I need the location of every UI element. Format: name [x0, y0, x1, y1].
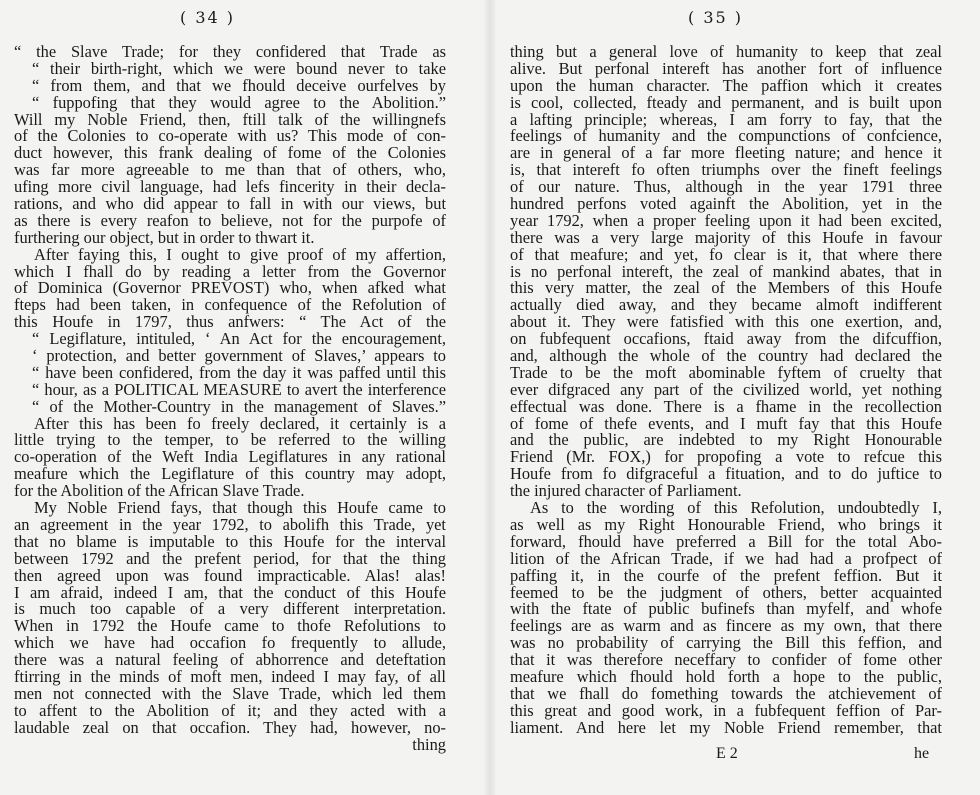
- text-line: a lafting principle; whereas, I am forry to fay, that the: [510, 109, 942, 129]
- text-line: of that meafure; and yet, fo clear is it, that where there: [510, 244, 942, 264]
- text-line: After faying this, I ought to give proof of my affertion,: [34, 244, 446, 264]
- text-line: thing: [412, 734, 446, 754]
- text-line: I am afraid, indeed I am, that the conduct of this Houfe: [14, 582, 446, 602]
- text-line: is, that intereft fo often triumphs over the fineft feelings: [510, 160, 942, 180]
- text-line: When in 1792 the Houfe came to thofe Refolutions to: [14, 616, 446, 636]
- text-line: hundred perfons voted againft the Abolition, yet in the: [510, 194, 942, 214]
- left-page-number: ( 34 ): [180, 8, 236, 27]
- text-line: alive. But perfonal intereft has another fort of influence: [510, 58, 942, 78]
- text-line: meafure which fhould hold forth a hope to the public,: [510, 666, 942, 686]
- text-line: the injured character of Parliament.: [510, 481, 742, 501]
- text-line: laudable zeal on that occafion. They had, however, no-: [14, 717, 446, 737]
- text-line: that we fhall do fomething towards the atchievement of: [510, 683, 942, 703]
- text-line: feelings of humanity and the compunctions of confcience,: [510, 126, 942, 146]
- text-line: this great and good work, in a fubfequent feffion of Par-: [510, 700, 942, 720]
- text-line: paffing it, in the courfe of the prefent feffion. But it: [510, 565, 942, 585]
- text-line: an agreement in the year 1792, to abolifh this Trade, yet: [14, 514, 446, 534]
- text-line: was far more agreeable to me than that of others, who,: [14, 160, 446, 180]
- text-line: for the Abolition of the African Slave Trade.: [14, 481, 305, 501]
- signature-mark: E 2: [716, 745, 738, 762]
- right-page-number: ( 35 ): [688, 8, 744, 27]
- text-line: ftirring in the minds of moft men, indeed I may fay, of all: [14, 666, 446, 686]
- text-line: was no probability of carrying the Bill this feffion, and: [510, 633, 942, 653]
- text-line: little trying to the temper, to be referred to the willing: [14, 430, 446, 450]
- text-line: is much too capable of a very different interpretation.: [14, 599, 446, 619]
- text-line: ufing more civil language, had lefs fincerity in their decla-: [14, 177, 446, 197]
- text-line: with the ftate of public bufinefs than myfelf, and whofe: [510, 599, 942, 619]
- text-line: this Houfe in 1797, thus anfwers: “ The Act of the: [14, 312, 446, 332]
- text-line: as well as my Right Honourable Friend, who brings it: [510, 514, 942, 534]
- text-line: fteps had been taken, in confequence of the Refolution of: [14, 295, 446, 315]
- text-line: year 1792, when a proper feeling upon it had been excited,: [510, 210, 942, 230]
- text-line: as there is every reafon to believe, not for the purpofe of: [14, 210, 446, 230]
- text-line: As to the wording of this Refolution, undoubtedly I,: [530, 498, 942, 518]
- text-line: is no perfonal intereft, the zeal of mankind abates, that in: [510, 261, 942, 281]
- text-line: “ fuppofing that they would agree to the Abolition.”: [32, 92, 446, 112]
- text-line: between 1792 and the prefent period, for that the thing: [14, 548, 446, 568]
- text-line: there was a natural feeling of abhorrence and deteftation: [14, 650, 446, 670]
- text-line: forward, fhould have preferred a Bill for the total Abo-: [510, 531, 942, 551]
- text-line: upon the human character. The paffion which it creates: [510, 75, 942, 95]
- text-line: actually died away, and they became almoft indifferent: [510, 295, 942, 315]
- text-line: co-operation of the Weft India Legiflatures in any rational: [14, 447, 446, 467]
- text-line: that no blame is imputable to this Houfe for the interval: [14, 531, 446, 551]
- text-line: that it was therefore neceffary to confider of fome other: [510, 650, 942, 670]
- text-line: “ hour, as a POLITICAL MEASURE to avert the interference: [32, 379, 446, 399]
- text-line: Will my Noble Friend, then, ftill talk of the willingnefs: [14, 109, 446, 129]
- text-line: this very matter, the zeal of the Members of this Houfe: [510, 278, 942, 298]
- text-line: feelings are as warm and as fincere as my own, that there: [510, 616, 942, 636]
- text-line: Houfe from fo difgraceful a fituation, and to do juftice to: [510, 464, 942, 484]
- text-line: men not connected with the Slave Trade, which led them: [14, 683, 446, 703]
- text-line: “ the Slave Trade; for they confidered that Trade as: [14, 42, 446, 61]
- text-line: lition of the African Trade, if we had had a profpect of: [510, 548, 942, 568]
- text-line: of Dominica (Governor PREVOST) who, when afked what: [14, 278, 446, 298]
- text-line: of the Colonies to co-operate with us? This mode of con-: [14, 126, 446, 146]
- text-line: which we have had occafion fo frequently to allude,: [14, 633, 446, 653]
- text-line: ever difgraced any part of the civilized world, yet nothing: [510, 379, 942, 399]
- text-line: are in general of a far more fleeting nature; and hence it: [510, 143, 942, 163]
- text-line: Friend (Mr. FOX,) for propofing a vote to refcue this: [510, 447, 942, 467]
- text-line: feemed to be the judgment of others, better acquainted: [510, 582, 942, 602]
- text-line: on fubfequent occafions, ftaid away from the difcuffion,: [510, 329, 942, 349]
- text-line: to affent to the Abolition of it; and they acted with a: [14, 700, 446, 720]
- text-line: about it. They were fatisfied with this one exertion, and,: [510, 312, 942, 332]
- text-line: then agreed upon was found impracticable. Alas! alas!: [14, 565, 446, 585]
- text-line: rations, and who did appear to fall in with our views, but: [14, 194, 446, 214]
- text-line: there was a very large majority of this Houfe in favour: [510, 227, 942, 247]
- right-page: [490, 0, 980, 795]
- text-line: “ from them, and that we fhould deceive ourfelves by: [32, 75, 446, 95]
- text-line: liament. And here let my Noble Friend remember, that: [510, 717, 942, 737]
- text-line: “ their birth-right, which we were bound never to take: [32, 58, 446, 78]
- text-line: “ of the Mother-Country in the management of Slaves.”: [32, 396, 446, 416]
- text-line: of fome of thefe events, and I muft fay that this Houfe: [510, 413, 942, 433]
- text-line: of our nature. Thus, although in the year 1791 three: [510, 177, 942, 197]
- left-page-text: [14, 44, 446, 753]
- text-line: and the public, are indebted to my Right Honourable: [510, 430, 942, 450]
- text-line: furthering our object, but in order to thwart it.: [14, 227, 315, 247]
- text-line: is cool, collected, fteady and permanent, and is built upon: [510, 92, 942, 112]
- text-line: “ have been confidered, from the day it was paffed until this: [32, 362, 446, 382]
- text-line: and, although the whole of the country had declared the: [510, 346, 942, 366]
- text-line: duct however, this frank dealing of fome of the Colonies: [14, 143, 446, 163]
- catchword: he: [914, 745, 930, 762]
- text-line: meafure which the Legiflature of this country may adopt,: [14, 464, 446, 484]
- text-line: which I fhall do by reading a letter from the Governor: [14, 261, 446, 281]
- text-line: After this has been fo freely declared, it certainly is a: [34, 413, 446, 433]
- text-line: effectual was done. There is a fhame in the recollection: [510, 396, 942, 416]
- right-page-text: [510, 44, 942, 737]
- text-line: “ Legiflature, intituled, ‘ An Act for the encouragement,: [32, 329, 446, 349]
- text-line: ‘ protection, and better government of Slaves,’ appears to: [32, 346, 446, 366]
- text-line: thing but a general love of humanity to keep that zeal: [510, 42, 942, 61]
- text-line: My Noble Friend fays, that though this Houfe came to: [34, 498, 446, 518]
- text-line: Trade to be the moft abominable fyftem of cruelty that: [510, 362, 942, 382]
